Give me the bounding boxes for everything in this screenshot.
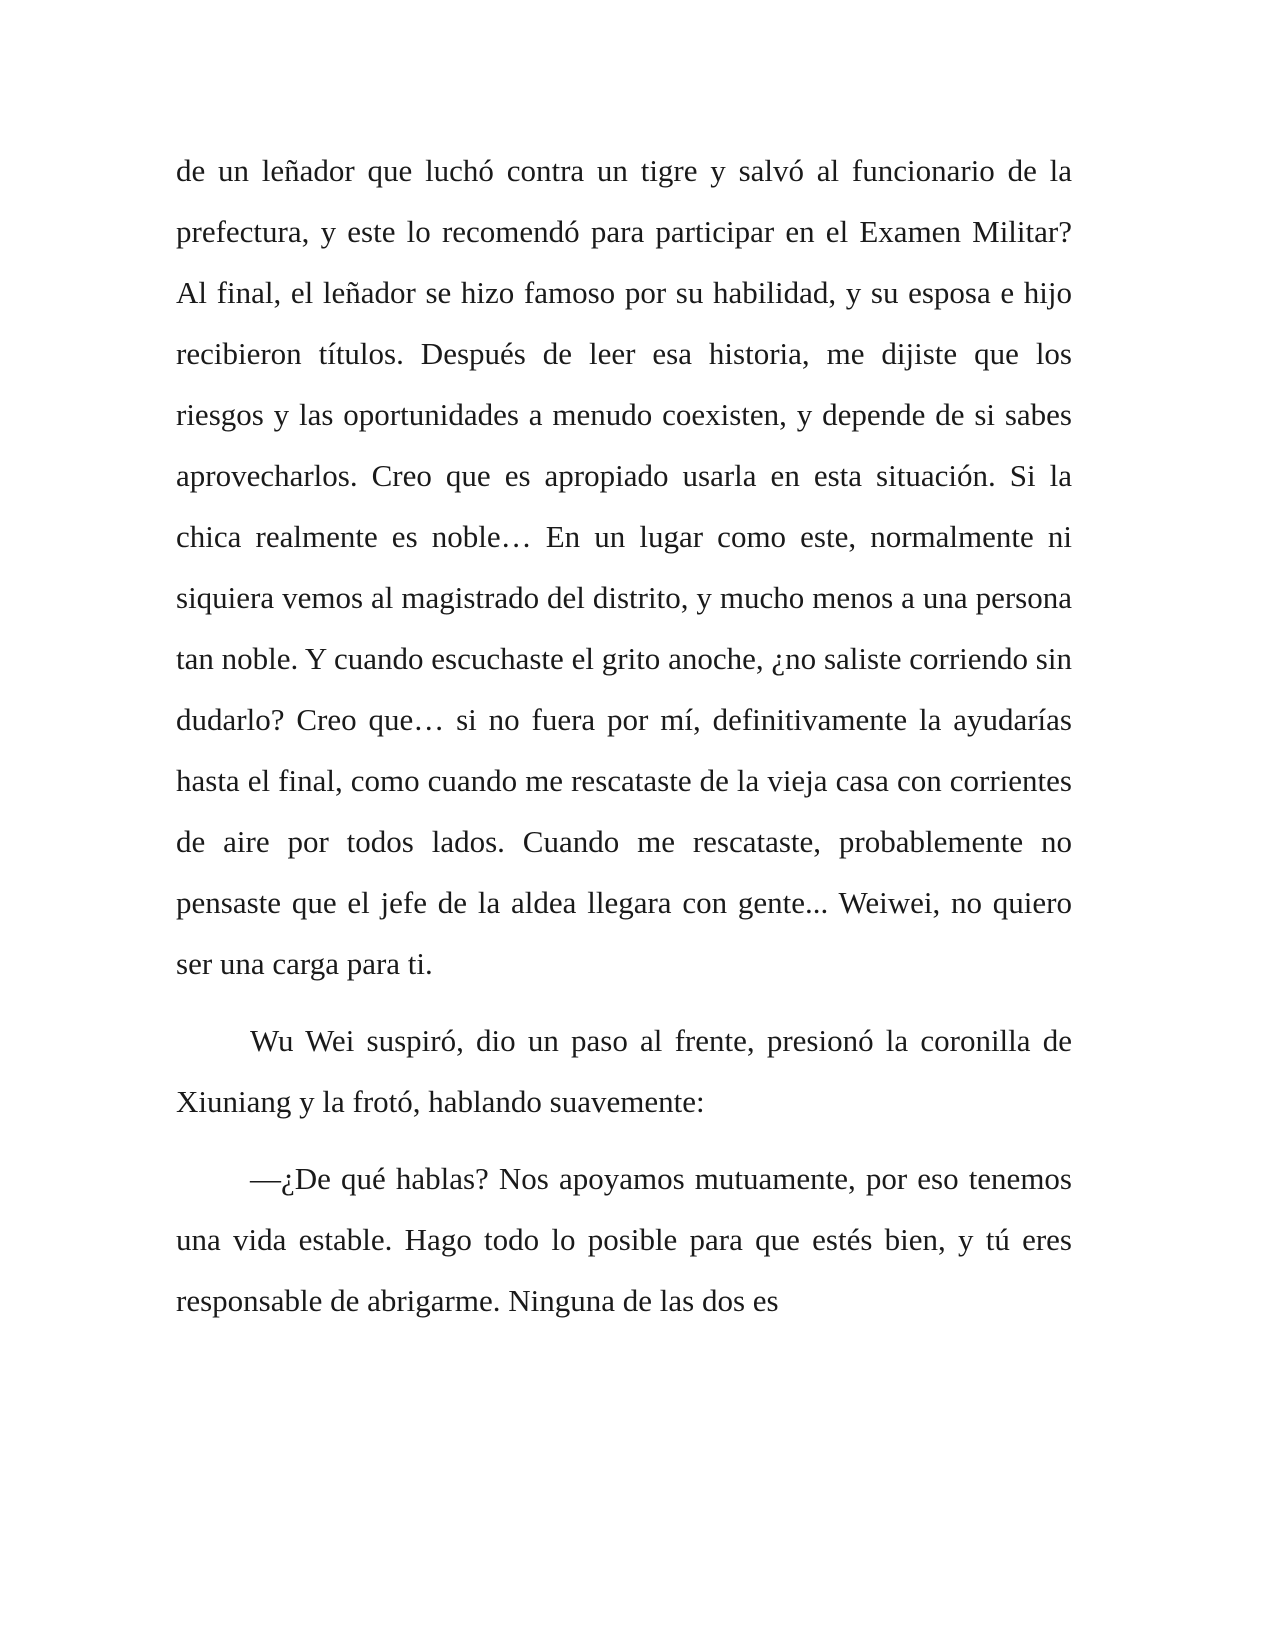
paragraph-continuation: de un leñador que luchó contra un tigre y salvó al funcionario de la prefectura, y este lo recomendó para participar en el Examen Militar? Al final, el leñador se hizo famoso por su habilidad, y su esposa e hijo recibieron títulos. Después de leer esa historia, me dijiste que los riesgos y las oportunidades a menudo coexisten, y depende de si sabes aprovecharlos. Creo que es apropiado usarla en esta situación. Si la chica realmente es noble… En un lugar como este, normalmente ni siquiera vemos al magistrado del distrito, y mucho menos a una persona tan noble. Y cuando escuchaste el grito anoche, ¿no saliste corriendo sin dudarlo? Creo que… si no fuera por mí, definitivamente la ayudarías hasta el final, como cuando me rescataste de la vieja casa con corrientes de aire por todos lados. Cuando me rescataste, probablemente no pensaste que el jefe de la aldea llegara con gente... Weiwei, no quiero ser una carga para ti. <box>176 153 1072 981</box>
paragraph-narration: Wu Wei suspiró, dio un paso al frente, presionó la coronilla de Xiuniang y la frotó, hablando suavemente: <box>176 1023 1072 1119</box>
body-text <box>176 140 1072 1331</box>
paragraph-dialogue: —¿De qué hablas? Nos apoyamos mutuamente, por eso tenemos una vida estable. Hago todo lo posible para que estés bien, y tú eres responsable de abrigarme. Ninguna de las dos es <box>176 1161 1072 1318</box>
